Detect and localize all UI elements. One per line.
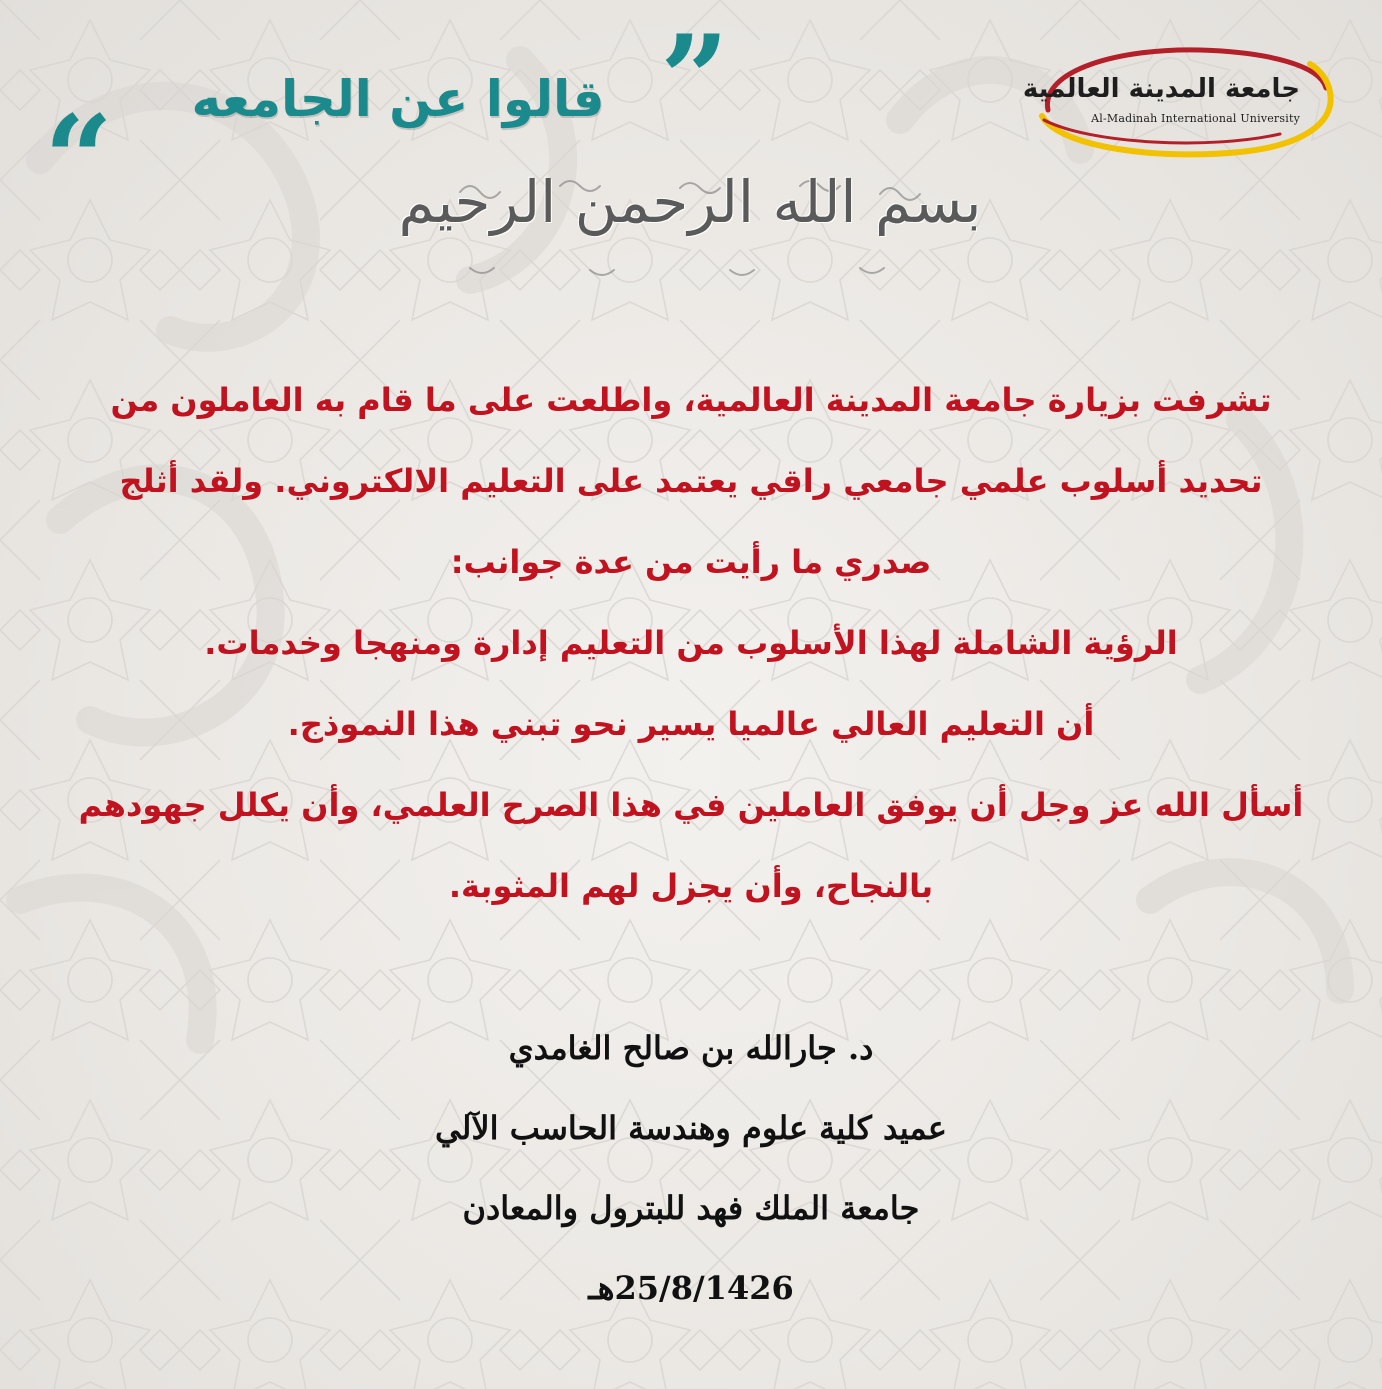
signatory-name: د. جارالله بن صالح الغامدي [508, 1029, 874, 1067]
university-logo [1022, 40, 1340, 160]
testimonial-line: بالنجاح، وأن يجزل لهم المثوبة. [448, 867, 934, 905]
testimonial-line: تحديد أسلوب علمي جامعي راقي يعتمد على التعليم الالكتروني. ولقد أثلج [119, 462, 1263, 500]
logo-name-arabic: جامعة المدينة العالمية [1022, 74, 1300, 104]
testimonial-line: الرؤية الشاملة لهذا الأسلوب من التعليم إدارة ومنهجا وخدمات. [204, 624, 1178, 662]
open-quote-mark: ” [660, 9, 730, 150]
logo-name-english: Al-Madinah International University [1091, 112, 1300, 125]
signature-date: 25/8/1426هـ [588, 1269, 794, 1307]
testimonial-line: أسأل الله عز وجل أن يوفق العاملين في هذا الصرح العلمي، وأن يكلل جهودهم [78, 786, 1304, 824]
testimonial-line: صدري ما رأيت من عدة جوانب: [450, 543, 932, 581]
page-title: قالوا عن الجامعه [191, 70, 605, 128]
signatory-position: عميد كلية علوم وهندسة الحاسب الآلي [434, 1109, 947, 1147]
close-quote-mark: “ [44, 89, 114, 230]
signature-block [200, 1008, 1182, 1328]
testimonial-line: أن التعليم العالي عالميا يسير نحو تبني هذا النموذج. [287, 705, 1095, 743]
basmala: بسم الله الرحمن الرحيم [398, 168, 982, 236]
testimonial-line: تشرفت بزيارة جامعة المدينة العالمية، واطلعت على ما قام به العاملون من [110, 381, 1272, 419]
signatory-institution: جامعة الملك فهد للبترول والمعادن [462, 1189, 920, 1227]
testimonial-text [30, 360, 1352, 927]
